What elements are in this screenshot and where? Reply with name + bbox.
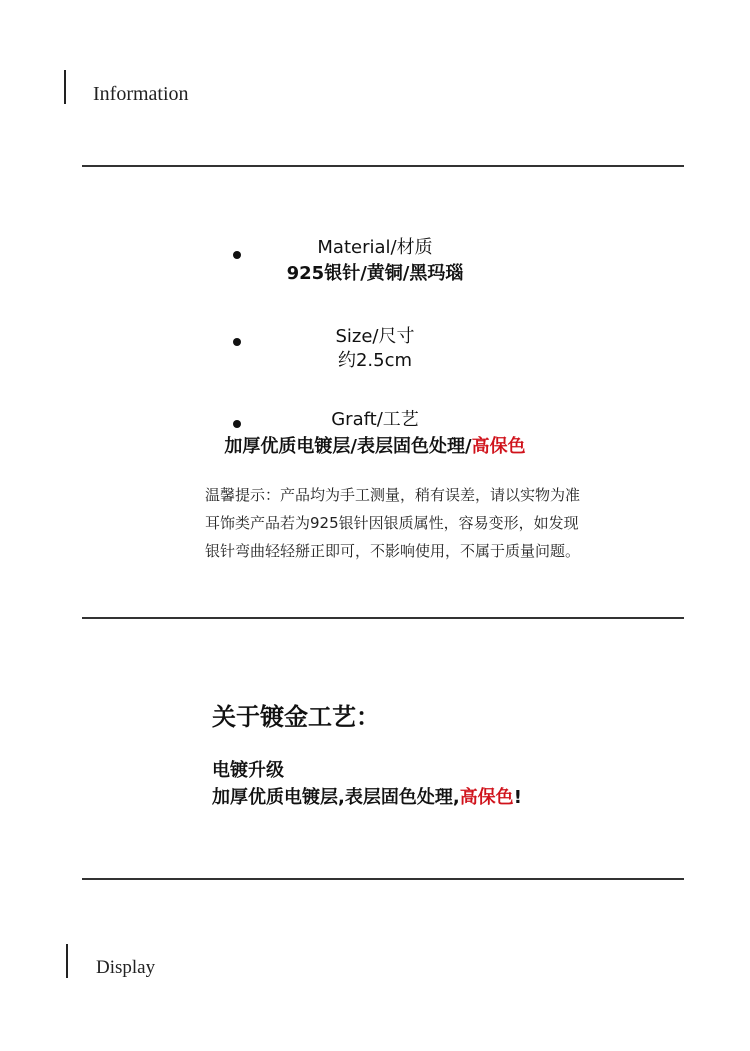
size-label: Size/尺寸 bbox=[335, 326, 415, 347]
graft-value bbox=[0, 436, 750, 458]
divider-middle bbox=[82, 617, 684, 619]
material-label: Material/材质 bbox=[317, 237, 433, 258]
gold-plating-line-2-highlight: 高保色 bbox=[459, 787, 514, 808]
information-accent-bar bbox=[64, 70, 66, 104]
size-value: 约2.5cm bbox=[337, 350, 413, 371]
divider-top bbox=[82, 165, 684, 167]
information-title: Information bbox=[93, 83, 189, 105]
material-value: 925银针/黄铜/黑玛瑙 bbox=[286, 263, 464, 284]
display-title: Display bbox=[96, 957, 156, 978]
care-note-line-3: 银针弯曲轻轻掰正即可，不影响使用，不属于质量问题。 bbox=[205, 542, 581, 560]
care-note bbox=[205, 481, 635, 565]
gold-plating-heading: 关于镀金工艺： bbox=[212, 703, 380, 731]
gold-plating-line-2 bbox=[212, 784, 522, 811]
display-accent-bar bbox=[66, 944, 68, 978]
divider-bottom bbox=[82, 878, 684, 880]
care-note-line-1: 温馨提示：产品均为手工测量，稍有误差，请以实物为准 bbox=[205, 486, 581, 504]
gold-plating-line-2-end: ! bbox=[513, 787, 522, 808]
gold-plating-line-2-main: 加厚优质电镀层,表层固色处理, bbox=[212, 787, 460, 808]
graft-value-main: 加厚优质电镀层/表层固色处理/ bbox=[224, 436, 472, 457]
graft-label: Graft/工艺 bbox=[331, 409, 419, 430]
gold-plating-line-1: 电镀升级 bbox=[212, 760, 284, 781]
care-note-line-2: 耳饰类产品若为925银针因银质属性，容易变形，如发现 bbox=[205, 514, 579, 532]
graft-value-highlight: 高保色 bbox=[471, 436, 526, 457]
